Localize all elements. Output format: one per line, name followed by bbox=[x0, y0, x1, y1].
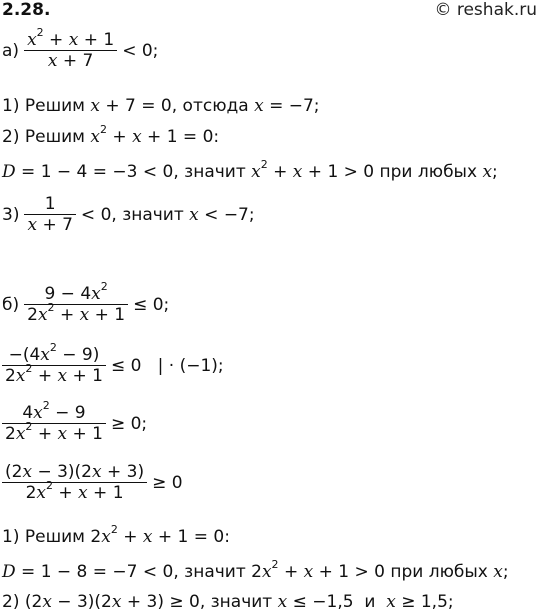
part-a-label: а) bbox=[2, 40, 20, 61]
part-b-step-negate: $\frac{-(4x^2 - 9)}{2x^2 + x + 1}$ ≤ 0 | · (−1); bbox=[2, 345, 224, 386]
part-b-fraction-4: $\frac{(2x - 3)(2x + 3)}{2x^2 + x + 1}$ bbox=[2, 462, 147, 503]
part-b-step-flipped: $\frac{4x^2 - 9}{2x^2 + x + 1}$ ≥ 0; bbox=[2, 403, 147, 444]
part-a-step3: 3) $\frac{1}{x + 7}$ < 0, значит x < −7; bbox=[2, 194, 255, 235]
part-b-fraction-3: $\frac{4x^2 - 9}{2x^2 + x + 1}$ bbox=[2, 403, 106, 444]
problem-number: 2.28. bbox=[2, 0, 51, 20]
part-b-fraction-1: $\frac{9 - 4x^2}{2x^2 + x + 1}$ bbox=[24, 284, 128, 325]
part-b-step-factored: $\frac{(2x - 3)(2x + 3)}{2x^2 + x + 1}$ ≥ 0 bbox=[2, 462, 183, 503]
part-a-step3-fraction: $\frac{1}{x + 7}$ bbox=[24, 194, 75, 235]
part-b-discriminant: D = 1 − 8 = −7 < 0, значит $2x^2 + x + 1 > 0$ при любых x; bbox=[2, 558, 509, 582]
part-a-step1: 1) Решим x + 7 = 0, отсюда x = −7; bbox=[2, 96, 320, 116]
site-watermark: © reshak.ru bbox=[434, 0, 537, 20]
part-a-step2: 2) Решим $x^2 + x + 1 = 0$: bbox=[2, 123, 220, 147]
part-b-fraction-2: $\frac{-(4x^2 - 9)}{2x^2 + x + 1}$ bbox=[2, 345, 106, 386]
part-a-relation: < 0; bbox=[122, 40, 159, 61]
part-a-fraction bbox=[24, 26, 117, 71]
part-a-numerator: $x^2 + x + 1$ bbox=[27, 26, 115, 50]
part-b-inequality: б) $\frac{9 - 4x^2}{2x^2 + x + 1}$ ≤ 0; bbox=[2, 280, 170, 325]
part-a-denominator: x + 7 bbox=[47, 51, 94, 71]
part-a-discriminant: D = 1 − 4 = −3 < 0, значит $x^2 + x + 1 > 0$ при любых x; bbox=[2, 158, 498, 182]
part-b-step2: 2) (2x − 3)(2x + 3) ≥ 0, значит x ≤ −1,5 и x ≥ 1,5; bbox=[2, 592, 454, 612]
part-a-inequality bbox=[2, 26, 159, 71]
part-b-step1: 1) Решим $2x^2 + x + 1 = 0$: bbox=[2, 523, 230, 547]
part-b-label: б) bbox=[2, 294, 20, 315]
